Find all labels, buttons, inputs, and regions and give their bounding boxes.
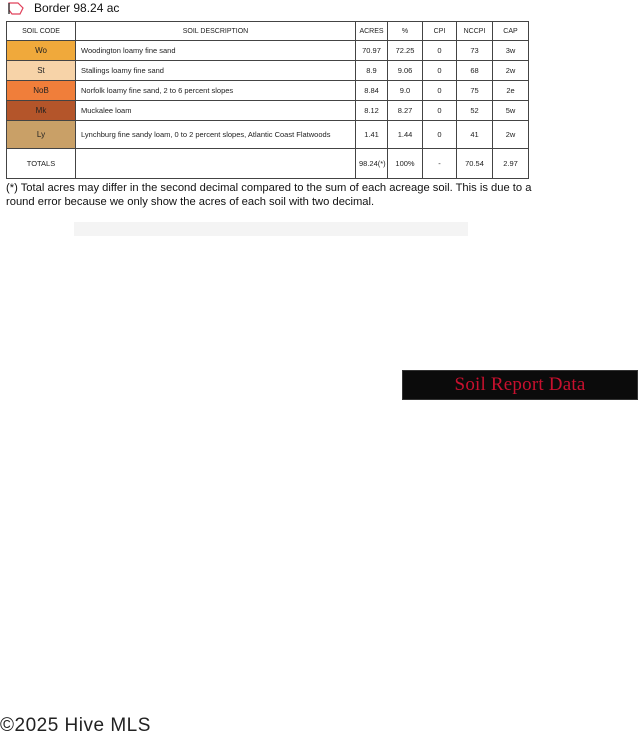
soil-code-cell: St [7, 61, 76, 81]
totals-percent: 100% [388, 149, 423, 179]
nccpi-cell: 52 [457, 101, 493, 121]
table-row [7, 61, 529, 81]
soil-description-cell: Stallings loamy fine sand [76, 61, 356, 81]
soil-description-cell: Woodington loamy fine sand [76, 41, 356, 61]
percent-cell: 9.0 [388, 81, 423, 101]
percent-cell: 8.27 [388, 101, 423, 121]
table-row [7, 81, 529, 101]
cpi-cell: 0 [423, 61, 457, 81]
soil-description-cell: Norfolk loamy fine sand, 2 to 6 percent slopes [76, 81, 356, 101]
totals-nccpi: 70.54 [457, 149, 493, 179]
table-header-row [7, 22, 529, 41]
acreage-footnote: (*) Total acres may differ in the second decimal compared to the sum of each acreage soil. This is due to a round error because we only show the acres of each soil with two decimal. [6, 182, 532, 208]
soil-code-cell: Ly [7, 121, 76, 149]
totals-cap: 2.97 [493, 149, 529, 179]
border-header [8, 1, 119, 15]
column-header-soil-code: SOIL CODE [7, 22, 76, 41]
cpi-cell: 0 [423, 41, 457, 61]
soil-report-banner [402, 370, 638, 400]
column-header-soil-description: SOIL DESCRIPTION [76, 22, 356, 41]
column-header-nccpi: NCCPI [457, 22, 493, 41]
nccpi-cell: 73 [457, 41, 493, 61]
acres-cell: 70.97 [356, 41, 388, 61]
soil-description-cell: Muckalee loam [76, 101, 356, 121]
soil-report-banner-text: Soil Report Data [454, 374, 586, 395]
totals-cpi: - [423, 149, 457, 179]
nccpi-cell: 41 [457, 121, 493, 149]
column-header-acres: ACRES [356, 22, 388, 41]
acres-cell: 8.9 [356, 61, 388, 81]
percent-cell: 72.25 [388, 41, 423, 61]
table-row [7, 121, 529, 149]
cap-cell: 5w [493, 101, 529, 121]
acres-cell: 1.41 [356, 121, 388, 149]
acres-cell: 8.84 [356, 81, 388, 101]
totals-acres: 98.24(*) [356, 149, 388, 179]
soil-code-cell: NoB [7, 81, 76, 101]
soil-code-cell: Mk [7, 101, 76, 121]
percent-cell: 9.06 [388, 61, 423, 81]
table-row [7, 41, 529, 61]
cpi-cell: 0 [423, 81, 457, 101]
table-row [7, 101, 529, 121]
cap-cell: 2w [493, 61, 529, 81]
acres-cell: 8.12 [356, 101, 388, 121]
column-header-percent: % [388, 22, 423, 41]
cpi-cell: 0 [423, 121, 457, 149]
parcel-outline-icon [8, 2, 24, 15]
copyright-watermark: ©2025 Hive MLS [0, 715, 151, 736]
column-header-cap: CAP [493, 22, 529, 41]
cap-cell: 2e [493, 81, 529, 101]
totals-row [7, 149, 529, 179]
faint-divider [74, 222, 468, 236]
nccpi-cell: 75 [457, 81, 493, 101]
border-title: Border 98.24 ac [34, 1, 120, 15]
soil-code-cell: Wo [7, 41, 76, 61]
nccpi-cell: 68 [457, 61, 493, 81]
soil-description-cell: Lynchburg fine sandy loam, 0 to 2 percent slopes, Atlantic Coast Flatwoods [76, 121, 356, 149]
cap-cell: 3w [493, 41, 529, 61]
percent-cell: 1.44 [388, 121, 423, 149]
cpi-cell: 0 [423, 101, 457, 121]
soil-table [6, 21, 529, 179]
totals-label: TOTALS [7, 149, 76, 179]
cap-cell: 2w [493, 121, 529, 149]
totals-description [76, 149, 356, 179]
column-header-cpi: CPI [423, 22, 457, 41]
